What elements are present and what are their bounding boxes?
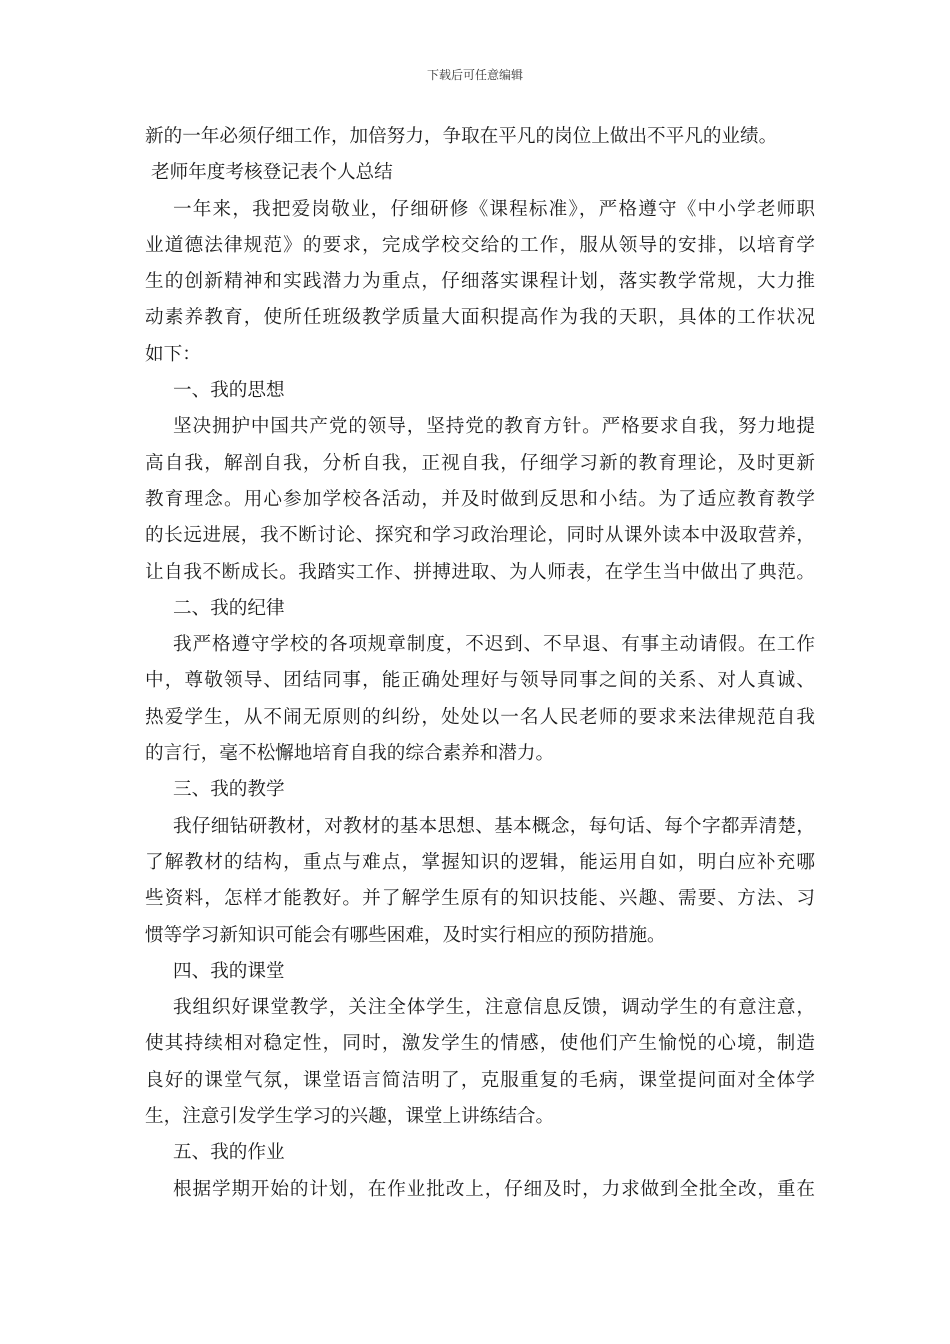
text-line: 业道德法律规范》的要求，完成学校交给的工作，服从领导的安排，以培育学 bbox=[145, 234, 815, 256]
section-title: 老师年度考核登记表个人总结 bbox=[151, 162, 393, 184]
text-line: 生，注意引发学生学习的兴趣，课堂上讲练结合。 bbox=[145, 1106, 555, 1128]
text-line: 的言行，毫不松懈地培育自我的综合素养和潜力。 bbox=[145, 743, 555, 765]
text-line: 热爱学生，从不闹无原则的纠纷，处处以一名人民老师的要求来法律规范自我 bbox=[145, 706, 815, 728]
text-line: 一年来，我把爱岗敬业，仔细研修《课程标准》，严格遵守《中小学老师职 bbox=[173, 198, 815, 220]
text-line: 了解教材的结构，重点与难点，掌握知识的逻辑，能运用自如，明白应补充哪 bbox=[145, 851, 815, 873]
section-heading: 二、我的纪律 bbox=[173, 597, 285, 619]
text-line: 些资料，怎样才能教好。并了解学生原有的知识技能、兴趣、需要、方法、习 bbox=[145, 888, 815, 910]
text-line: 动素养教育，使所任班级教学质量大面积提高作为我的天职，具体的工作状况 bbox=[145, 307, 815, 329]
text-line: 坚决拥护中国共产党的领导，坚持党的教育方针。严格要求自我，努力地提 bbox=[173, 416, 815, 438]
section-heading: 四、我的课堂 bbox=[173, 960, 285, 982]
text-line: 使其持续相对稳定性，同时，激发学生的情感，使他们产生愉悦的心境，制造 bbox=[145, 1033, 815, 1055]
text-line: 生的创新精神和实践潜力为重点，仔细落实课程计划，落实教学常规，大力推 bbox=[145, 271, 815, 293]
text-line: 我仔细钻研教材，对教材的基本思想、基本概念，每句话、每个字都弄清楚， bbox=[173, 815, 815, 837]
text-line: 让自我不断成长。我踏实工作、拼搏进取、为人师表，在学生当中做出了典范。 bbox=[145, 561, 815, 583]
text-line: 我组织好课堂教学，关注全体学生，注意信息反馈，调动学生的有意注意， bbox=[173, 997, 815, 1019]
text-line: 惯等学习新知识可能会有哪些困难，及时实行相应的预防措施。 bbox=[145, 924, 666, 946]
text-line: 中，尊敬领导、团结同事，能正确处理好与领导同事之间的关系、对人真诚、 bbox=[145, 670, 815, 692]
document-body bbox=[145, 119, 815, 1208]
section-heading: 五、我的作业 bbox=[173, 1142, 285, 1164]
text-line: 的长远进展，我不断讨论、探究和学习政治理论，同时从课外读本中汲取营养， bbox=[145, 525, 815, 547]
text-line: 我严格遵守学校的各项规章制度，不迟到、不早退、有事主动请假。在工作 bbox=[173, 634, 815, 656]
text-line: 高自我，解剖自我，分析自我，正视自我，仔细学习新的教育理论，及时更新 bbox=[145, 452, 815, 474]
section-heading: 三、我的教学 bbox=[173, 779, 285, 801]
text-line: 根据学期开始的计划，在作业批改上，仔细及时，力求做到全批全改，重在 bbox=[173, 1178, 815, 1200]
page-header: 下载后可任意编辑 bbox=[426, 68, 523, 82]
text-line: 教育理念。用心参加学校各活动，并及时做到反思和小结。为了适应教育教学 bbox=[145, 488, 815, 510]
text-line: 良好的课堂气氛，课堂语言简洁明了，克服重复的毛病，课堂提问面对全体学 bbox=[145, 1069, 815, 1091]
section-heading: 一、我的思想 bbox=[173, 380, 285, 402]
text-line: 如下： bbox=[145, 343, 201, 365]
text-line: 新的一年必须仔细工作，加倍努力，争取在平凡的岗位上做出不平凡的业绩。 bbox=[145, 126, 778, 147]
